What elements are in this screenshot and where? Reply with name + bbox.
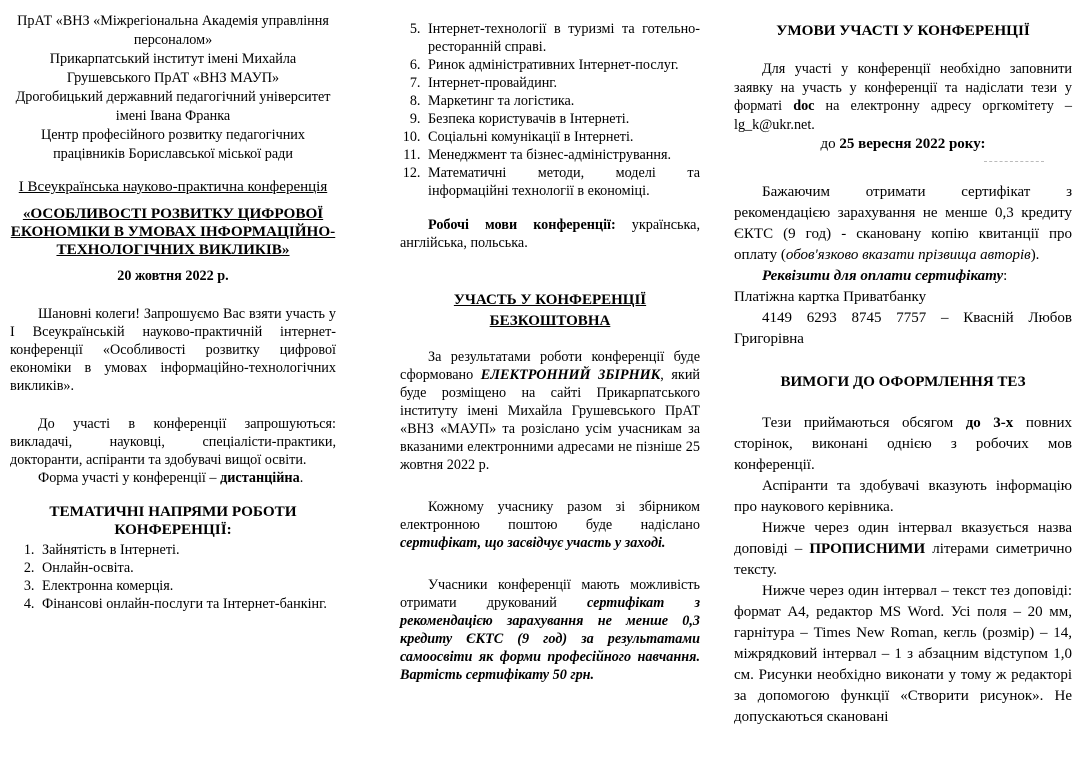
list-item: 5. Інтернет-технології в туризмі та готельно-ресторанній справі. <box>424 20 700 56</box>
topics-list-1 <box>10 541 336 613</box>
conference-name: «ОСОБЛИВОСТІ РОЗВИТКУ ЦИФРОВОЇ ЕКОНОМІКИ В УМОВАХ ІНФОРМАЦІЙНО-ТЕХНОЛОГІЧНИХ ВИКЛИКІВ» <box>10 205 336 258</box>
list-item: 7. Інтернет-провайдинг. <box>424 74 700 92</box>
format-text-rules: Нижче через один інтервал – текст тез доповіді: формат А4, редактор MS Word. Усі поля – 20 мм, гарнітура – Times New Roman, кегль (розмір) – 14, міжрядковий інтервал – 1 з абзацним відступом 1,0 см. Рисунки необхідно виконати у тому ж редакторі за допомогою функції «Створити рисунок». Не допускаються скановані <box>734 583 1072 725</box>
format-title <box>734 518 1072 581</box>
payment-details-label: Реквізити для оплати сертифікату <box>762 268 1004 284</box>
organizer-3: Дрогобицький державний педагогічний університет імені Івана Франка <box>15 89 331 124</box>
format-requirements-heading: ВИМОГИ ДО ОФОРМЛЕННЯ ТЕЗ <box>780 374 1026 390</box>
title-rule-text-2: літерами симетрично тексту. <box>734 541 1072 578</box>
list-item: 9. Безпека користувачів в Інтернеті. <box>424 110 700 128</box>
topics-heading: ТЕМАТИЧНІ НАПРЯМИ РОБОТИ КОНФЕРЕНЦІЇ: <box>49 503 297 538</box>
printed-cert-text: Учасники конференції мають можливість отримати друкований <box>400 577 700 611</box>
topics-list-2 <box>400 20 700 200</box>
form-value: дистанційна <box>220 470 300 486</box>
form-suffix: . <box>299 470 304 486</box>
conditions-text: Для участі у конференції необхідно заповнити заявку на участь у конференції та надіслати тези у форматі <box>734 61 1072 114</box>
conditions-paragraph <box>734 60 1072 134</box>
collection-text: За результатами роботи конференції буде сформовано <box>400 349 700 383</box>
list-item: 12. Математичні методи, моделі та інформаційні технології в економіці. <box>424 164 700 200</box>
collection-text-2: , який буде розміщено на сайті Прикарпатського інституту імені Михайла Грушевського ПрАТ «ВНЗ «МАУП» та розіслано усім учасникам за вказаними електронними адресами не пізніше 25 жовтня 2022 р. <box>400 367 700 473</box>
title-rule-text: Нижче через один інтервал вказується назва доповіді – <box>734 520 1072 557</box>
right-column <box>730 0 1080 759</box>
list-item: 8. Маркетинг та логістика. <box>424 92 700 110</box>
deadline-date: 25 вересня 2022 року: <box>839 136 986 152</box>
format-supervisor: Аспіранти та здобувачі вказують інформацію про наукового керівника. <box>734 478 1072 515</box>
list-item: 6. Ринок адміністративних Інтернет-послуг. <box>424 56 700 74</box>
payment-details <box>734 266 1072 287</box>
list-item: 3. Електронна комерція. <box>38 577 336 595</box>
volume-text-2: повних сторінок, виконані однією з робочих мов конференції. <box>734 415 1072 473</box>
list-item: 2. Онлайн-освіта. <box>38 559 336 577</box>
list-item: 10. Соціальні комунікації в Інтернеті. <box>424 128 700 146</box>
cert-payment-note: обов'язково вказати прізвища авторів <box>785 247 1031 263</box>
conditions-email-text: на електронну адресу оргкомітету – lg_k@ukr.net. <box>734 98 1072 133</box>
payment-colon: : <box>1003 268 1008 284</box>
certificate-payment-paragraph <box>734 182 1072 266</box>
participation-form <box>10 469 336 487</box>
printed-cert-emphasis: сертифікат з рекомендацією зарахування не менше 0,3 кредиту ЄКТС (9 год) за результатами самоосвіти як форми професійного навчання. Вартість сертифікату 50 грн. <box>400 595 700 683</box>
volume-limit: до 3-х <box>965 415 1014 431</box>
cert-payment-text: Бажаючим отримати сертифікат з рекомендацією зарахування не менше 0,3 кредиту ЄКТС (9 год) - скановану копію квитанції про оплату ( <box>734 184 1072 263</box>
conditions-heading: УМОВИ УЧАСТІ У КОНФЕРЕНЦІЇ <box>776 22 1030 39</box>
deadline <box>734 134 1072 155</box>
list-item: 11. Менеджмент та бізнес-адміністрування. <box>424 146 700 164</box>
collection-paragraph <box>400 348 700 474</box>
conference-date: 20 жовтня 2022 р. <box>117 268 229 284</box>
free-participation-heading: УЧАСТЬ У КОНФЕРЕНЦІЇ БЕЗКОШТОВНА <box>453 292 647 329</box>
e-collection-label: ЕЛЕКТРОННИЙ ЗБІРНИК <box>480 367 661 383</box>
divider <box>984 161 1044 162</box>
volume-text: Тези приймаються обсягом <box>762 415 966 431</box>
card-type: Платіжна картка Приватбанку <box>734 289 927 305</box>
certificate-paragraph <box>400 498 700 552</box>
intro-paragraph: Шановні колеги! Запрошуємо Вас взяти участь у І Всеукраїнській науково-практичній інтернет-конференції «Особливості розвитку цифрової економіки в умовах інформаційно-технологічних викликів». <box>10 306 336 394</box>
doc-format: doc <box>793 98 815 114</box>
middle-column <box>372 0 706 759</box>
conference-type: І Всеукраїнська науково-практична конференція <box>18 179 328 195</box>
list-item: 1. Зайнятість в Інтернеті. <box>38 541 336 559</box>
certificate-text: Кожному учаснику разом зі збірником електронною поштою буде надіслано <box>400 499 700 533</box>
languages-label: Робочі мови конференції: <box>428 217 616 233</box>
card-number: 4149 6293 8745 7757 – Кваснiй Любов Григорівна <box>734 310 1072 347</box>
form-label: Форма участі у конференції – <box>38 470 217 486</box>
invited-paragraph: До участі в конференції запрошуються: викладачі, науковці, спеціалісти-практики, докторанти, аспіранти та здобувачі вищої освіти. <box>10 416 336 468</box>
certificate-emphasis: сертифікат, що засвідчує участь у заході. <box>400 535 666 551</box>
organizer-2: Прикарпатський інститут імені Михайла Грушевського ПрАТ «ВНЗ МАУП» <box>49 51 297 86</box>
languages-value: українська, англійська, польська. <box>400 217 700 251</box>
list-item: 4. Фінансові онлайн-послуги та Інтернет-банкінг. <box>38 595 336 613</box>
printed-certificate-paragraph <box>400 576 700 684</box>
format-volume <box>734 413 1072 476</box>
organizer-1: ПрАТ «ВНЗ «Міжрегіональна Академія управління персоналом» <box>17 13 329 48</box>
cert-payment-end: ). <box>1030 247 1040 263</box>
organizer-4: Центр професійного розвитку педагогічних працівників Бориславської міської ради <box>41 127 305 162</box>
capitals-label: ПРОПИСНИМИ <box>809 541 926 557</box>
deadline-prefix: до <box>820 136 840 152</box>
languages <box>400 216 700 252</box>
left-column <box>0 0 346 759</box>
